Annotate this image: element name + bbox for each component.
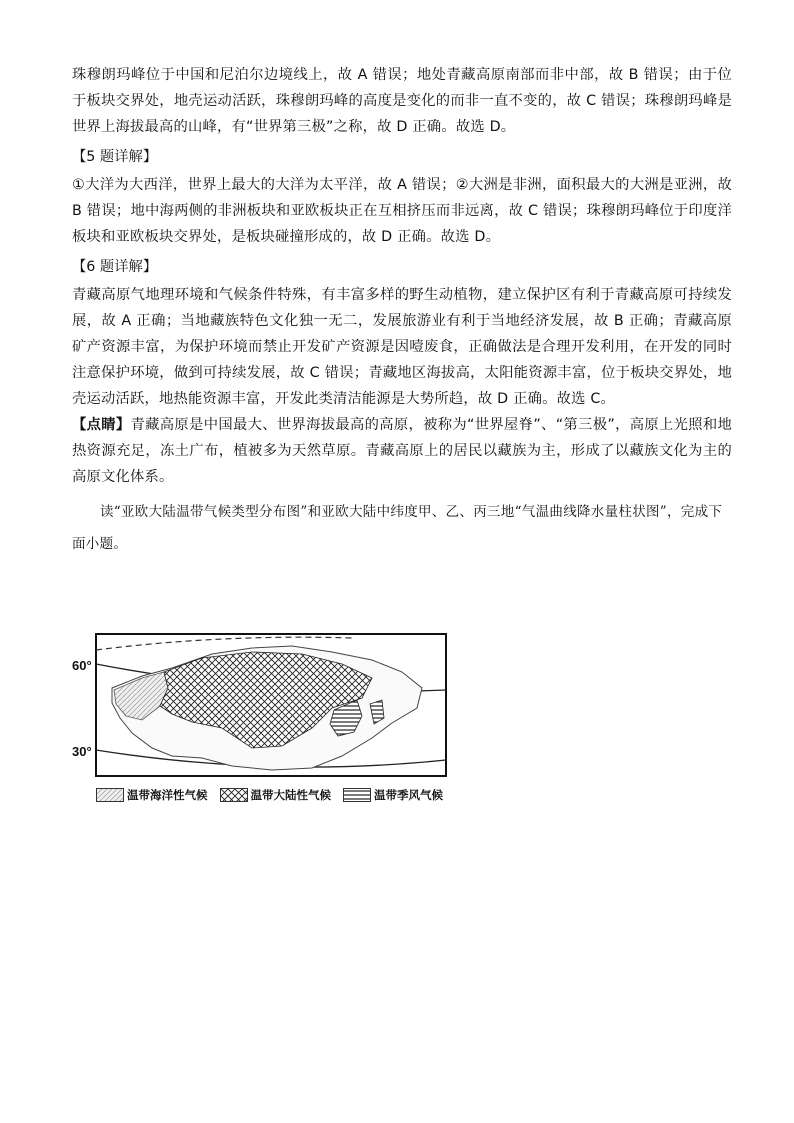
map-legend	[96, 786, 455, 804]
legend-label-monsoon: 温带季风气候	[374, 788, 443, 802]
dianjing-text: 青藏高原是中国最大、世界海拔最高的高原，被称为“世界屋脊”、“第三极”，高原上光照和地热资源充足，冻土广布，植被多为天然草原。青藏高原上的居民以藏族为主，形成了以藏族文化为主的高原文化体系。	[72, 417, 732, 485]
question-intro: 读“亚欧大陆温带气候类型分布图”和亚欧大陆中纬度甲、乙、丙三地“气温曲线降水量柱状图”，完成下面小题。	[72, 504, 723, 552]
paragraph-answer-6: 青藏高原气地理环境和气候条件特殊，有丰富多样的野生动植物，建立保护区有利于青藏高原可持续发展，故 A 正确；当地藏族特色文化独一无二，发展旅游业有利于当地经济发展，故 B 正确；青藏高原矿产资源丰富，为保护环境而禁止开发矿产资源是因噎废食，正确做法是合理开发利用，在开发的同时注意保护环境，做到可持续发展，故 C 错误；青藏地区海拔高，太阳能资源丰富，位于板块交界处，地壳运动活跃，地热能资源丰富，开发此类清洁能源是大势所趋，故 D 正确。故选 C。	[72, 287, 732, 407]
legend-swatch-continental	[220, 788, 248, 802]
legend-label-oceanic: 温带海洋性气候	[127, 788, 208, 802]
legend-monsoon	[343, 787, 443, 803]
lat-label-30: 30°	[72, 744, 92, 759]
legend-swatch-oceanic	[96, 788, 124, 802]
climate-map	[72, 628, 462, 808]
climate-map-svg	[72, 628, 462, 788]
document-body	[72, 62, 732, 560]
legend-label-continental: 温带大陆性气候	[250, 788, 331, 802]
paragraph-answer-4: 珠穆朗玛峰位于中国和尼泊尔边境线上，故 A 错误；地处青藏高原南部而非中部，故 B 错误；由于位于板块交界处，地壳运动活跃，珠穆朗玛峰的高度是变化的而非一直不变的，故 C 错误；珠穆朗玛峰是世界上海拔最高的山峰，有“世界第三极”之称，故 D 正确。故选 D。	[72, 67, 732, 135]
dianjing-label: 【点睛】	[72, 417, 131, 433]
heading-q6: 【6 题详解】	[72, 259, 158, 275]
legend-continental	[220, 787, 332, 803]
lat-label-60: 60°	[72, 658, 92, 673]
legend-oceanic	[96, 787, 208, 803]
heading-q5: 【5 题详解】	[72, 149, 158, 165]
paragraph-dianjing	[72, 412, 732, 490]
legend-swatch-monsoon	[343, 788, 371, 802]
paragraph-answer-5: ①大洋为大西洋，世界上最大的大洋为太平洋，故 A 错误；②大洲是非洲，面积最大的大洲是亚洲，故 B 错误；地中海两侧的非洲板块和亚欧板块正在互相挤压而非远离，故 C 错误；珠穆朗玛峰位于印度洋板块和亚欧板块交界处，是板块碰撞形成的，故 D 正确。故选 D。	[72, 177, 732, 245]
